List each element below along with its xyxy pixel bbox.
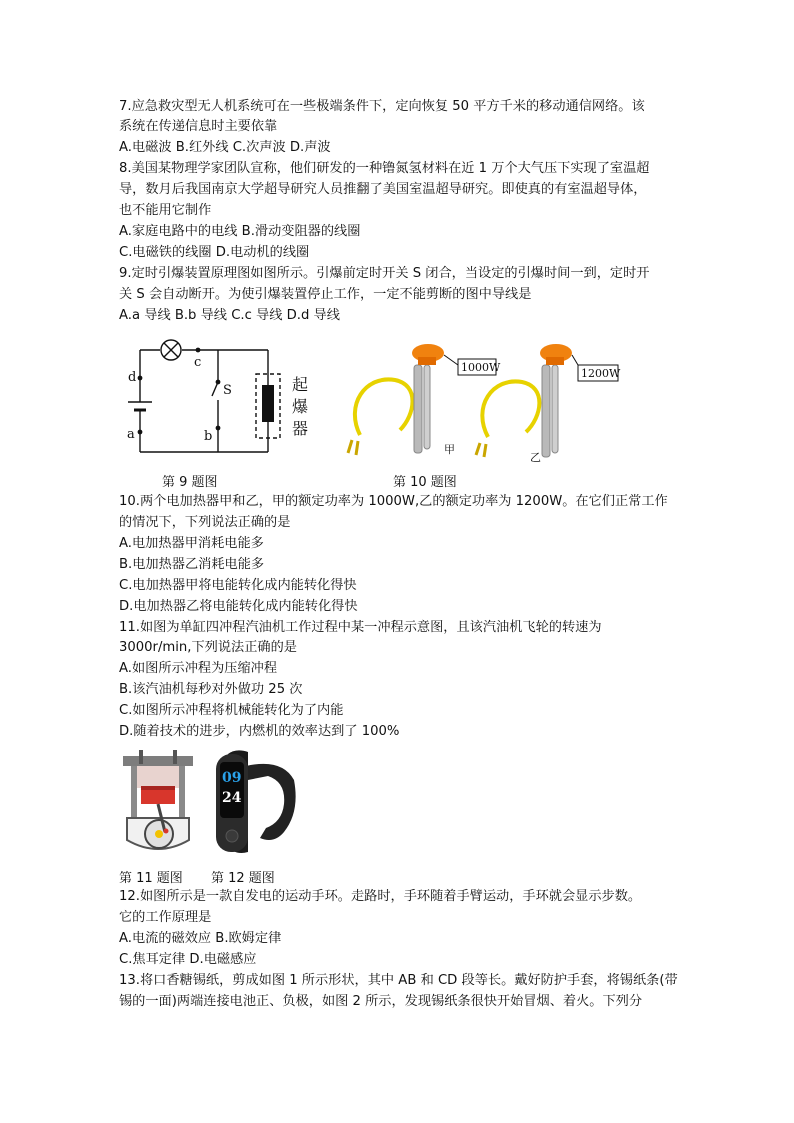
q9-options: A.a 导线 B.b 导线 C.c 导线 D.d 导线 — [119, 308, 340, 323]
fig12-caption: 第 12 题图 — [211, 871, 275, 886]
fig9-circuit-diagram — [118, 330, 333, 465]
fig12-fitness-band-image — [208, 748, 298, 856]
q11-option-b: B.该汽油机每秒对外做功 25 次 — [119, 682, 303, 697]
fig9-label-c: c — [194, 355, 202, 370]
fig9-device-char-3: 器 — [292, 419, 309, 438]
q8-options-ab: A.家庭电路中的电线 B.滑动变阻器的线圈 — [119, 224, 361, 239]
fig12-screen-top: 09 — [222, 770, 242, 786]
q7-line-1: 7.应急救灾型无人机系统可在一些极端条件下，定向恢复 50 平方千米的移动通信网络。该 — [119, 99, 645, 114]
q10-option-b: B.电加热器乙消耗电能多 — [119, 557, 265, 572]
fig9-label-switch: S — [223, 383, 232, 398]
q11-option-c: C.如图所示冲程将机械能转化为了内能 — [119, 703, 344, 718]
q12-options-ab: A.电流的磁效应 B.欧姆定律 — [119, 931, 282, 946]
fig10-name-jia: 甲 — [444, 443, 455, 456]
fig9-label-a: a — [127, 427, 135, 442]
q9-line-2: 关 S 会自动断开。为使引爆装置停止工作，一定不能剪断的图中导线是 — [119, 287, 532, 302]
q7-options: A.电磁波 B.红外线 C.次声波 D.声波 — [119, 140, 331, 155]
fig11-engine-diagram — [119, 748, 197, 856]
q8-line-3: 也不能用它制作 — [119, 203, 212, 218]
q11-line-2: 3000r/min,下列说法正确的是 — [119, 640, 297, 655]
q8-line-1: 8.美国某物理学家团队宣称，他们研发的一种镥氮氢材料在近 1 万个大气压下实现了室温超 — [119, 161, 650, 176]
q10-option-d: D.电加热器乙将电能转化成内能转化得快 — [119, 599, 358, 614]
fig10-power-label-yi: 1200W — [581, 367, 621, 380]
fig9-caption: 第 9 题图 — [162, 475, 218, 490]
q7-line-2: 系统在传递信息时主要依靠 — [119, 119, 278, 134]
q13-line-2: 锡的一面)两端连接电池正、负极，如图 2 所示，发现锡纸条很快开始冒烟、着火。下列分 — [119, 994, 643, 1009]
q10-line-2: 的情况下，下列说法正确的是 — [119, 515, 291, 530]
q11-option-d: D.随着技术的进步，内燃机的效率达到了 100% — [119, 724, 400, 739]
fig9-device-char-1: 起 — [292, 375, 309, 394]
q10-option-c: C.电加热器甲将电能转化成内能转化得快 — [119, 578, 357, 593]
fig10-name-yi: 乙 — [530, 451, 541, 464]
fig10-caption: 第 10 题图 — [393, 475, 457, 490]
q12-options-cd: C.焦耳定律 D.电磁感应 — [119, 952, 257, 967]
fig10-power-label-jia: 1000W — [461, 361, 501, 374]
q12-line-2: 它的工作原理是 — [119, 910, 212, 925]
q11-line-1: 11.如图为单缸四冲程汽油机工作过程中某一冲程示意图，且该汽油机飞轮的转速为 — [119, 620, 602, 635]
q11-option-a: A.如图所示冲程为压缩冲程 — [119, 661, 278, 676]
fig9-device-char-2: 爆 — [292, 397, 309, 416]
q13-line-1: 13.将口香糖锡纸，剪成如图 1 所示形状，其中 AB 和 CD 段等长。戴好防护手套，将锡纸条(带 — [119, 973, 678, 988]
heater-jia — [348, 344, 501, 456]
fig11-caption: 第 11 题图 — [119, 871, 183, 886]
q8-options-cd: C.电磁铁的线圈 D.电动机的线圈 — [119, 245, 310, 260]
q10-option-a: A.电加热器甲消耗电能多 — [119, 536, 264, 551]
q8-line-2: 导，数月后我国南京大学超导研究人员推翻了美国室温超导研究。即使真的有室温超导体， — [119, 182, 647, 197]
fig12-screen-bottom: 24 — [222, 790, 242, 806]
q9-line-1: 9.定时引爆装置原理图如图所示。引爆前定时开关 S 闭合，当设定的引爆时间一到，定时开 — [119, 266, 650, 281]
fig10-heaters-image — [340, 335, 625, 465]
fig9-label-d: d — [128, 370, 137, 385]
fig9-label-b: b — [204, 429, 213, 444]
q12-line-1: 12.如图所示是一款自发电的运动手环。走路时，手环随着手臂运动，手环就会显示步数。 — [119, 889, 642, 904]
q10-line-1: 10.两个电加热器甲和乙，甲的额定功率为 1000W,乙的额定功率为 1200W。在它们正常工作 — [119, 494, 668, 509]
